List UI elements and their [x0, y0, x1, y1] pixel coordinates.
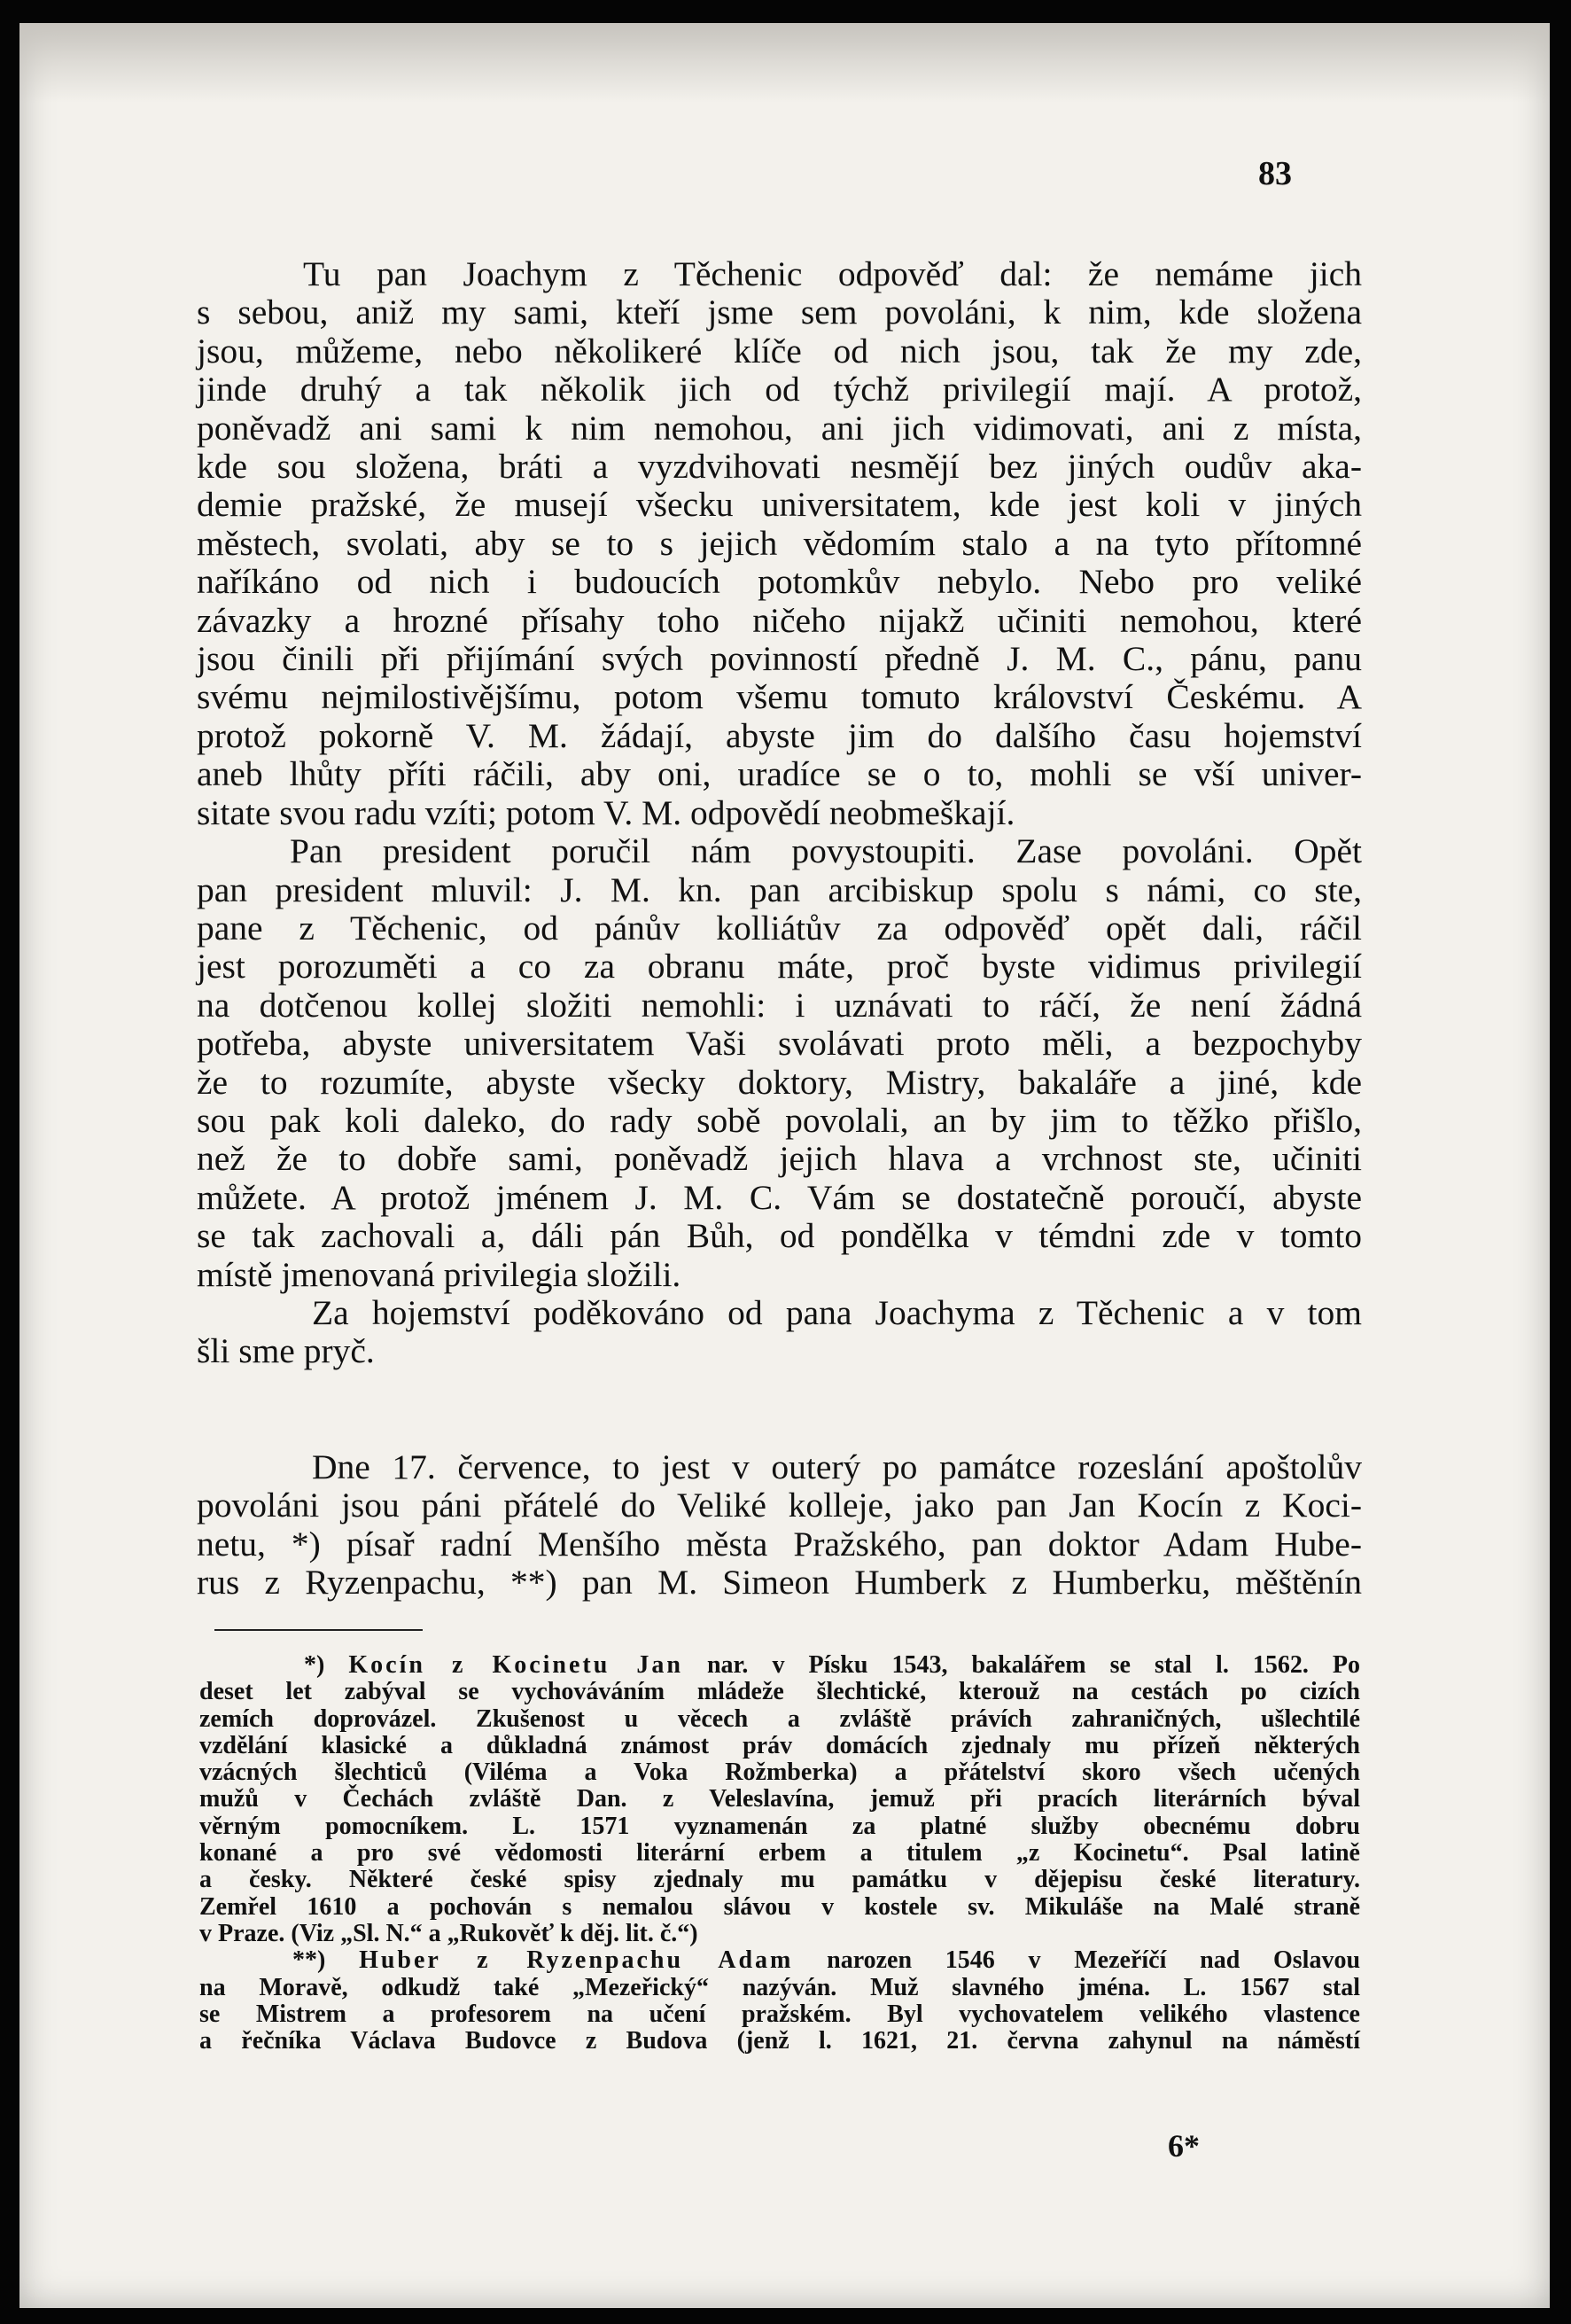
text-line: pane z Těchenic, od pánův kolliátův za odpověď opět dali, ráčil [197, 908, 1362, 948]
text-line: se tak zachovali a, dáli pán Bůh, od pondělka v témdni zde v tomto [197, 1216, 1362, 1256]
text-line: jinde druhý a tak několik jich od týchž privilegií mají. A protož, [197, 370, 1362, 409]
text-line: kde sou složena, bráti a vyzdvihovati nesmějí bez jiných oudův aka- [197, 447, 1362, 487]
footnotes [199, 1652, 1360, 2055]
text-line: pan president mluvil: J. M. kn. pan arcibiskup spolu s námi, co ste, [197, 870, 1362, 909]
text-line: sou pak koli daleko, do rady sobě povolali, an by jim to těžko přišlo, [197, 1100, 1362, 1140]
text-line: Za hojemství poděkováno od pana Joachyma z Těchenic a v tom [312, 1292, 1362, 1332]
text-line: potřeba, abyste universitatem Vaši svolávati proto měli, a bezpochyby [197, 1024, 1362, 1064]
text-line: městech, svolati, aby se to s jejich vědomím stalo a na tyto přítomné [197, 523, 1362, 563]
footnote-line: a řečníka Václava Budovce z Budova (jenž l. 1621, 21. června zahynul na náměstí [199, 2027, 1360, 2055]
text-line: než že to dobře sami, poněvadž jejich hlava a vrchnost ste, učiniti [197, 1139, 1362, 1179]
footnote-text: nar. v Písku 1543, bakalářem se stal l. 1562. Po [706, 1651, 1360, 1679]
footnote-line: vzdělání klasické a důkladná známost práv domácích zjednaly mu přízeň některých [199, 1731, 1360, 1759]
footnote-text: narozen 1546 v Mezeříčí nad Oslavou [827, 1946, 1361, 1975]
text-line: Dne 17. července, to jest v outerý po památce rozeslání apoštolův [312, 1447, 1362, 1486]
footnote-line: věrným pomocníkem. L. 1571 vyznamenán za platné služby obecnému dobru [199, 1812, 1360, 1840]
text-line: netu, *) písař radní Menšího města Pražského, pan doktor Adam Hube- [197, 1524, 1362, 1564]
footnote-line: v Praze. (Viz „Sl. N.“ a „Rukověť k děj. lit. č.“) [199, 1919, 698, 1947]
text-line: aneb lhůty příti ráčili, aby oni, uradíce se o to, mohli se vší univer- [197, 754, 1362, 794]
footnote-line: se Mistrem a profesorem na učení pražském. Byl vychovatelem velikého vlastence [199, 2000, 1360, 2028]
footnote-line: Zemřel 1610 a pochován s nemalou slávou v kostele sv. Mikuláše na Malé straně [199, 1892, 1360, 1921]
footnote-1-first-line [199, 1652, 1360, 1679]
text-line: povoláni jsou páni přátelé do Veliké kolleje, jako pan Jan Kocín z Koci- [197, 1486, 1362, 1525]
footnote-line: mužů v Čechách zvláště Dan. z Veleslavína, jemuž při pracích literárních býval [199, 1785, 1360, 1813]
text-line: na dotčenou kollej složiti nemohli: i uznávati to ráčí, že není žádná [197, 985, 1362, 1025]
text-line: naříkáno od nich i budoucích potomkův nebylo. Nebo pro veliké [197, 562, 1362, 602]
text-line: Pan president poručil nám povystoupiti. Zase povoláni. Opět [290, 831, 1362, 871]
text-line: protož pokorně V. M. žádají, abyste jim do dalšího času hojemství [197, 715, 1362, 755]
book-page [19, 23, 1550, 2308]
footnote-line: deset let zabýval se vychováváním mládeže šlechtické, kterouž na cestách po cizích [199, 1678, 1360, 1706]
footnote-line: konané a pro své vědomosti literární erbem a titulem „z Kocinetu“. Psal latině [199, 1839, 1360, 1868]
text-line: sitate svou radu vzíti; potom V. M. odpovědí neobmeškají. [197, 792, 1015, 832]
footnote-line: vzácných šlechticů (Viléma a Voka Rožmberka) a přátelství skoro všech učených [199, 1759, 1360, 1787]
text-line: můžete. A protož jménem J. M. C. Vám se dostatečně poroučí, abyste [197, 1177, 1362, 1217]
page-number: 83 [1258, 155, 1292, 192]
footnote-line: zemích doprovázel. Zkušenost u věcech a zvláště právích zahraničných, ušlechtilé [199, 1704, 1360, 1733]
footnote-2-first-line [199, 1947, 1360, 1974]
text-line: že to rozumíte, abyste všecky doktory, Mistry, bakaláře a jiné, kde [197, 1062, 1362, 1102]
text-line: Tu pan Joachym z Těchenic odpověď dal: že nemáme jich [303, 254, 1362, 293]
text-line: svému nejmilostivějšímu, potom všemu tomuto království Českému. A [197, 677, 1362, 717]
text-line: s sebou, aniž my sami, kteří jsme sem povoláni, k nim, kde složena [197, 292, 1362, 332]
footnote-line: na Moravě, odkudž také „Mezeřický“ nazýván. Muž slavného jména. L. 1567 stal [199, 1973, 1360, 2001]
section-gap [197, 1371, 1362, 1448]
scan-shadow [19, 23, 1550, 103]
footnote-name: Huber z Ryzenpachu Adam [359, 1946, 794, 1975]
text-line: demie pražské, že musejí všecku universitatem, kde jest koli v jiných [197, 485, 1362, 525]
text-line: jest porozuměti a co za obranu máte, proč byste vidimus privilegií [197, 947, 1362, 987]
text-line: rus z Ryzenpachu, **) pan M. Simeon Humberk z Humberku, měštěnín [197, 1563, 1362, 1602]
footnote-marker: **) [292, 1946, 326, 1975]
signature-mark: 6* [1168, 2128, 1200, 2164]
text-line: šli sme pryč. [197, 1331, 375, 1371]
footnote-line: a česky. Některé české spisy zjednaly mu památku v dějepisu české literatury. [199, 1866, 1360, 1894]
text-line: místě jmenovaná privilegia složili. [197, 1254, 681, 1294]
text-line: závazky a hrozné přísahy toho ničeho nijakž učiniti nemohou, které [197, 600, 1362, 640]
footnote-name: Kocín z Kocinetu Jan [348, 1651, 683, 1679]
text-line: poněvadž ani sami k nim nemohou, ani jich vidimovati, ani z místa, [197, 408, 1362, 448]
main-text [197, 255, 1362, 1602]
footnote-marker: *) [304, 1651, 325, 1679]
text-line: jsou, můžeme, nebo několikeré klíče od nich jsou, tak že my zde, [197, 331, 1362, 370]
footnote-rule [214, 1629, 423, 1631]
text-line: jsou činili při přijímání svých povinností předně J. M. C., pánu, panu [197, 639, 1362, 679]
